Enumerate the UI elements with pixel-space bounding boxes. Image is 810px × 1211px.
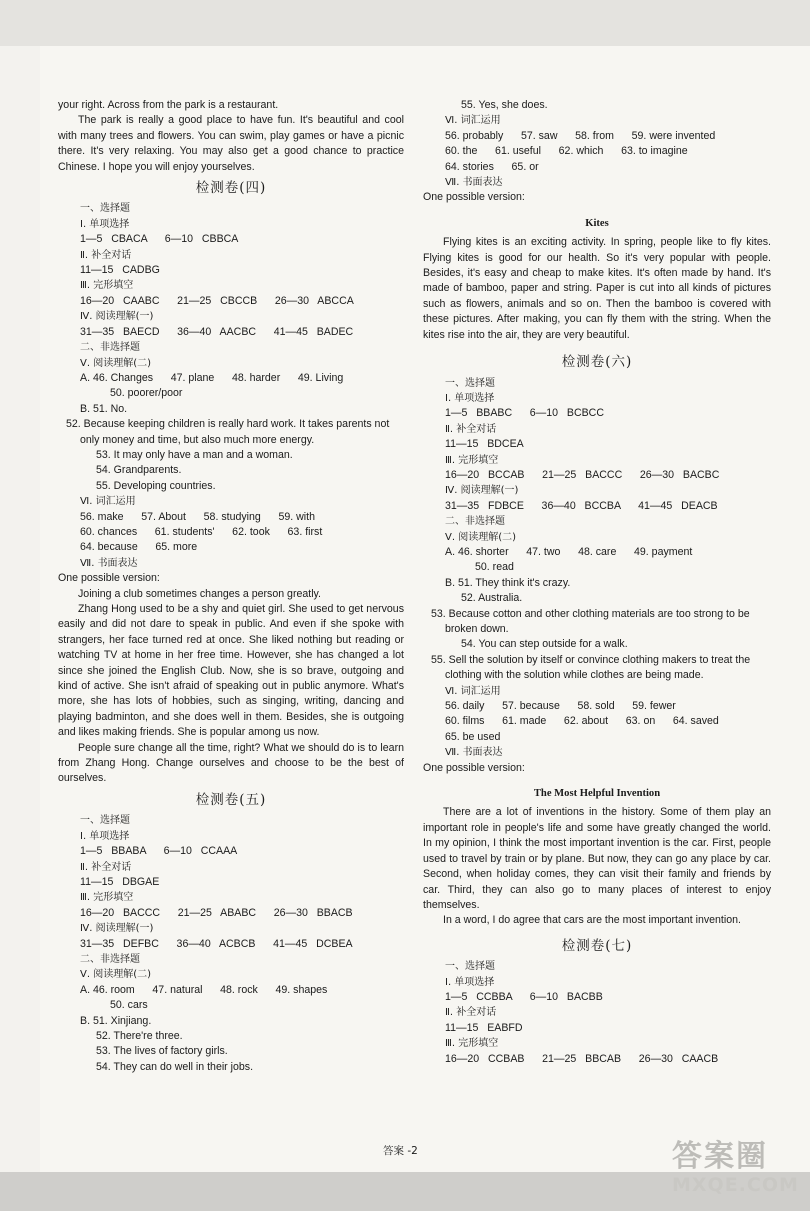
essay-paragraph: Joining a club sometimes changes a person greatly. <box>78 587 322 600</box>
answer-line: 31—35 DEFBC 36—40 ACBCB 41—45 DCBEA <box>80 937 353 950</box>
answer-line: 16—20 CCBAB 21—25 BBCAB 26—30 CAACB <box>445 1052 719 1065</box>
answer-line: 31—35 BAECD 36—40 AACBC 41—45 BADEC <box>80 325 354 338</box>
answer-line: B. 51. They think it's crazy. <box>445 576 571 589</box>
answer-line: 11—15 DBGAE <box>80 875 160 888</box>
answer-line: 53. The lives of factory girls. <box>96 1045 228 1058</box>
answer-line: 56. probably 57. saw 58. from 59. were invented <box>445 129 716 142</box>
essay-paragraph: In a word, I do agree that cars are the most important invention. <box>443 914 741 927</box>
answer-line: B. 51. Xinjiang. <box>80 1014 152 1027</box>
answer-line: 64. because 65. more <box>80 541 198 554</box>
subsection-heading: Ⅱ. 补全对话 <box>445 1007 497 1019</box>
answer-line: 52. Australia. <box>461 592 523 605</box>
test4-answers <box>58 201 404 586</box>
answer-line: A. 46. room 47. natural 48. rock 49. shapes <box>80 983 328 996</box>
answer-line: 56. daily 57. because 58. sold 59. fewer <box>445 700 676 713</box>
answer-line: 54. Grandparents. <box>96 464 182 477</box>
section-heading: 二、非选择题 <box>80 953 140 965</box>
subsection-heading: Ⅰ. 单项选择 <box>445 392 495 404</box>
answer-line: 50. cars <box>110 999 148 1012</box>
answer-line: 1—5 BBABA 6—10 CCAAA <box>80 845 238 858</box>
answer-line: B. 51. No. <box>80 402 128 415</box>
subsection-heading: Ⅴ. 阅读理解(二) <box>80 357 152 369</box>
subsection-heading: Ⅳ. 阅读理解(一) <box>80 311 154 323</box>
kites-essay-title: Kites <box>585 217 609 229</box>
version-label: One possible version: <box>423 191 525 204</box>
subsection-heading: Ⅶ. 书面表达 <box>445 747 503 759</box>
subsection-heading: Ⅲ. 完形填空 <box>445 1038 499 1050</box>
answer-line: 50. read <box>475 561 514 574</box>
answer-line: 1—5 BBABC 6—10 BCBCC <box>445 407 604 420</box>
subsection-heading: Ⅱ. 补全对话 <box>80 861 132 873</box>
page-number: 答案 -2 <box>383 1145 418 1157</box>
answer-line: 64. stories 65. or <box>445 160 539 173</box>
test6-answers <box>423 376 771 777</box>
section-heading: 二、非选择题 <box>80 342 140 354</box>
subsection-heading: Ⅵ. 词汇运用 <box>80 496 136 508</box>
answer-line: 11—15 CADBG <box>80 264 160 277</box>
test6-title: 检测卷(六) <box>561 354 633 371</box>
essay-paragraph: Zhang Hong used to be a shy and quiet girl. She used to get nervous easily and did not dare to speak in public. And even if she spoke with strangers, her face turned red at once. She liked nothing but reading or watching TV at home in her free time. However, she has changed a lot since she joined the English Club. Now, she is so brave, outgoing and kind of active. She isn't afraid of speaking out in public anymore. What's more, she has lots of hobbies, such as singing, writing, dancing and playing badminton, and she does well in them. Besides, she is outgoing and likes making friends. She is popular among us now. <box>58 603 404 739</box>
answer-line: 53. It may only have a man and a woman. <box>96 448 293 461</box>
answer-line: 16—20 CAABC 21—25 CBCCB 26—30 ABCCA <box>80 294 354 307</box>
answer-line: 60. the 61. useful 62. which 63. to imagine <box>445 145 688 158</box>
version-label: One possible version: <box>423 761 525 774</box>
answer-line: 54. They can do well in their jobs. <box>96 1060 254 1073</box>
section-heading: 二、非选择题 <box>445 516 505 528</box>
subsection-heading: Ⅵ. 词汇运用 <box>445 685 501 697</box>
answer-line: 1—5 CBACA 6—10 CBBCA <box>80 233 239 246</box>
answer-line: 54. You can step outside for a walk. <box>461 638 628 651</box>
essay-paragraph: People sure change all the time, right? What we should do is to learn from Zhang Hong. Change ourselves and choose to be the best of ourselves. <box>58 741 404 785</box>
watermark-url: MXQE.COM <box>672 1174 799 1196</box>
opening-line: your right. Across from the park is a restaurant. <box>58 99 279 111</box>
answer-line: 31—35 FDBCE 36—40 BCCBA 41—45 DEACB <box>445 499 718 512</box>
subsection-heading: Ⅶ. 书面表达 <box>445 177 503 189</box>
subsection-heading: Ⅳ. 阅读理解(一) <box>80 923 154 935</box>
subsection-heading: Ⅰ. 单项选择 <box>445 976 495 988</box>
answer-line: 1—5 CCBBA 6—10 BACBB <box>445 990 603 1003</box>
answer-line: 11—15 EABFD <box>445 1021 523 1034</box>
answer-line: 55. Yes, she does. <box>461 99 548 111</box>
answer-line: 60. chances 61. students' 62. took 63. first <box>80 525 323 538</box>
answer-line: 55. Developing countries. <box>96 479 216 492</box>
essay-paragraph: There are a lot of inventions in the history. Some of them play an important role in people's life and some have greatly changed the world. In my opinion, I think the most important invention is the car. First, people used to travel by train or by plane. But now, they can go any place by car. Second, when holiday comes, they can visit their family and friends by car. Third, they can also go to many places of interest to enjoy themselves. <box>423 806 771 911</box>
section-heading: 一、选择题 <box>80 203 130 215</box>
subsection-heading: Ⅰ. 单项选择 <box>80 218 130 230</box>
subsection-heading: Ⅶ. 书面表达 <box>80 557 138 569</box>
left-column <box>58 98 404 1075</box>
answer-line: 53. Because cotton and other clothing materials are too strong to be broken down. <box>431 607 750 635</box>
answer-line: 55. Sell the solution by itself or convince clothing makers to treat the clothing with the solution while clothes are being made. <box>431 653 751 682</box>
subsection-heading: Ⅳ. 阅读理解(一) <box>445 485 519 497</box>
answer-line: 52. There're three. <box>96 1029 183 1042</box>
section-heading: 一、选择题 <box>80 815 130 827</box>
test4-essay <box>58 587 404 787</box>
opening-paragraph: The park is really a good place to have fun. It's beautiful and cool with many trees and flowers. You can swim, play games or have a picnic there. It's very relaxing. You may also get a good chance to practice Chinese. I hope you will enjoy yourselves. <box>58 114 404 173</box>
subsection-heading: Ⅴ. 阅读理解(二) <box>445 531 517 543</box>
essay-paragraph: Flying kites is an exciting activity. In spring, people like to fly kites. Flying kites is good for our health. So it's very popular with people. Besides, it's easy and cheap to make kites. It's often made by hand. It's made of bamboo, paper and string. Paper is cut into all kinds of pictures such as flowers, animals and so on. Then the bamboo is covered with these pictures. After making, you can fly them with the string. When the kites rise into the air, they are very beautiful. <box>423 236 771 341</box>
invention-essay <box>423 805 771 928</box>
test5-title: 检测卷(五) <box>195 791 267 808</box>
version-label: One possible version: <box>58 572 160 585</box>
scan-top-margin <box>0 0 810 46</box>
answer-line: 50. poorer/poor <box>110 387 183 400</box>
test5-continued <box>423 98 771 206</box>
section-heading: 一、选择题 <box>445 961 495 973</box>
answer-line: 52. Because keeping children is really hard work. It takes parents not only money and time, but also much more energy. <box>66 418 390 446</box>
subsection-heading: Ⅲ. 完形填空 <box>80 892 134 904</box>
test7-title: 检测卷(七) <box>561 937 633 954</box>
answer-line: 16—20 BCCAB 21—25 BACCC 26—30 BACBC <box>445 468 720 481</box>
subsection-heading: Ⅱ. 补全对话 <box>445 423 497 435</box>
watermark-logo <box>672 1140 798 1206</box>
answer-line: 60. films 61. made 62. about 63. on 64. saved <box>445 715 719 728</box>
test7-answers <box>423 959 771 1067</box>
answer-line: 65. be used <box>445 730 501 743</box>
opening-passage <box>58 98 404 175</box>
kites-essay <box>423 235 771 343</box>
answer-line: A. 46. Changes 47. plane 48. harder 49. Living <box>80 371 344 384</box>
invention-essay-title: The Most Helpful Invention <box>533 788 661 800</box>
answer-line: A. 46. shorter 47. two 48. care 49. payment <box>445 545 693 558</box>
subsection-heading: Ⅱ. 补全对话 <box>80 249 132 261</box>
subsection-heading: Ⅰ. 单项选择 <box>80 830 130 842</box>
answer-line: 16—20 BACCC 21—25 ABABC 26—30 BBACB <box>80 906 353 919</box>
watermark-text: 答案圈 <box>672 1139 768 1174</box>
answer-line: 56. make 57. About 58. studying 59. with <box>80 510 315 523</box>
subsection-heading: Ⅲ. 完形填空 <box>80 280 134 292</box>
right-column <box>423 98 771 1067</box>
test5-answers <box>58 813 404 1075</box>
subsection-heading: Ⅴ. 阅读理解(二) <box>80 969 152 981</box>
subsection-heading: Ⅵ. 词汇运用 <box>445 115 501 127</box>
section-heading: 一、选择题 <box>445 377 495 389</box>
test4-title: 检测卷(四) <box>195 180 267 197</box>
answer-line: 11—15 BDCEA <box>445 438 524 451</box>
subsection-heading: Ⅲ. 完形填空 <box>445 454 499 466</box>
